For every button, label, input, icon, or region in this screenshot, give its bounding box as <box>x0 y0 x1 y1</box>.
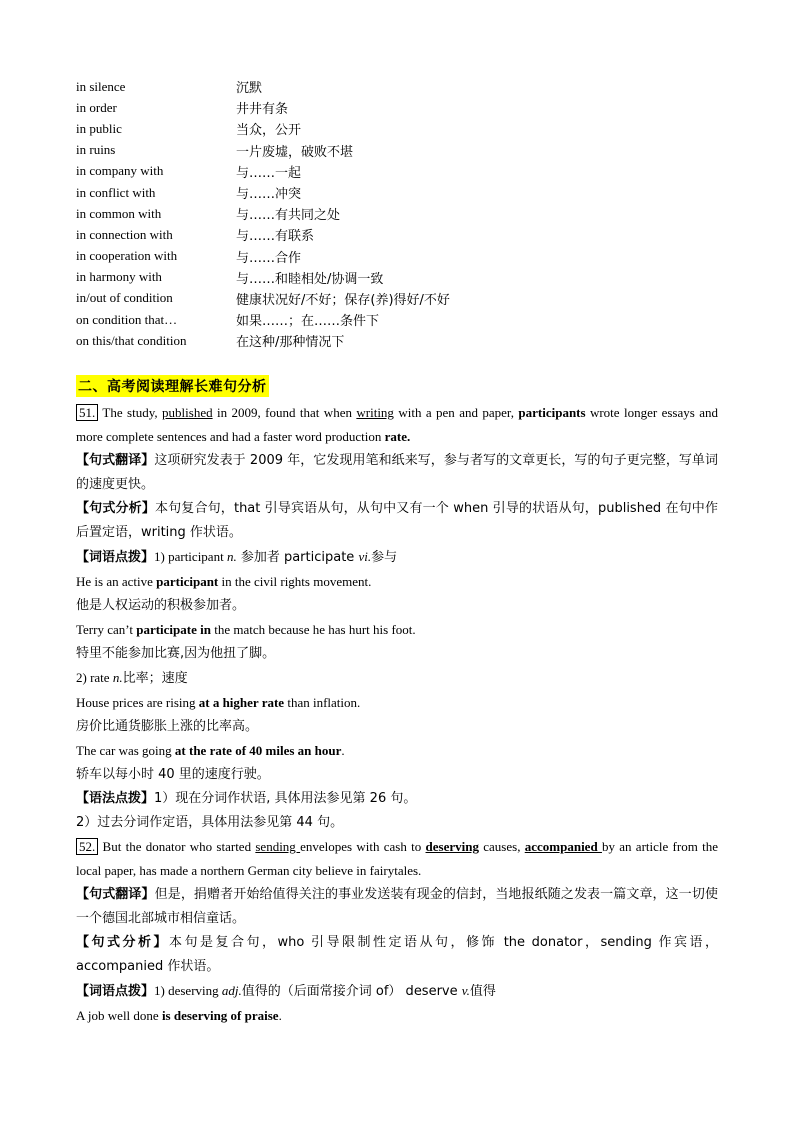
example-52-1 <box>76 1004 718 1028</box>
text: He is an active <box>76 574 157 590</box>
label: 【句式分析】 <box>76 501 155 517</box>
bold-word: participant <box>156 574 219 590</box>
phrase-english: in order <box>76 99 117 115</box>
text: 参加者 participate <box>236 550 359 566</box>
phrase-english: on this/that condition <box>76 332 187 348</box>
document-page <box>76 76 718 1028</box>
translation-text: 这项研究发表于 2009 年，它发现用笔和纸来写，参与者写的文章更长，写的句子更完整，写单词的速度更快。 <box>76 453 718 493</box>
phrase-chinese: 当众，公开 <box>236 123 302 139</box>
text: 比率；速度 <box>122 671 188 687</box>
phrase-english: in conflict with <box>76 184 156 200</box>
phrase-chinese: 与……有联系 <box>236 229 315 245</box>
sentence-number: 51. <box>76 404 98 421</box>
phrase-english: in harmony with <box>76 269 162 285</box>
grammar-51-1 <box>76 787 718 811</box>
phrase-row <box>76 224 718 245</box>
vocab-51-2 <box>76 666 718 691</box>
label: 【句式翻译】 <box>76 887 155 903</box>
phrase-row <box>76 330 718 351</box>
text: 2) rate <box>76 670 113 686</box>
label: 【句式翻译】 <box>76 453 155 469</box>
phrase-chinese: 如果……；在……条件下 <box>236 314 380 330</box>
example-51-2 <box>76 618 718 642</box>
bold-word: is deserving of praise <box>161 1008 279 1024</box>
text: 值得的（后面常接介词 of） deserve <box>241 984 462 1000</box>
text: in 2009, found that when <box>212 405 357 421</box>
grammar-51-2: 2）过去分词作定语，具体用法参见第 44 句。 <box>76 815 344 831</box>
grammar-text: 1）现在分词作状语, 具体用法参见第 26 句。 <box>154 791 417 807</box>
phrase-english: in silence <box>76 78 126 94</box>
phrase-row <box>76 161 718 182</box>
phrase-chinese: 与……冲突 <box>236 187 302 203</box>
phrase-english: in cooperation with <box>76 248 178 264</box>
phrase-english: on condition that… <box>76 311 178 327</box>
phrase-row <box>76 267 718 288</box>
phrase-list <box>76 76 718 351</box>
text: causes, <box>478 839 525 855</box>
example-51-3-zh: 房价比通货膨胀上涨的比率高。 <box>76 719 259 735</box>
text: . <box>278 1008 282 1024</box>
text: 参与 <box>371 550 398 566</box>
phrase-english: in company with <box>76 163 164 179</box>
label: 【语法点拨】 <box>76 791 155 807</box>
label: 【词语点拨】 <box>76 550 155 566</box>
phrase-row <box>76 118 718 139</box>
analysis-text: 本句复合句，that 引导宾语从句，从句中又有一个 when 引导的状语从句，published 在句中作后置定语，writing 作状语。 <box>76 501 718 541</box>
phrase-row <box>76 288 718 309</box>
text: But the donator who started <box>98 839 256 855</box>
phrase-chinese: 与……一起 <box>236 165 302 181</box>
phrase-english: in/out of condition <box>76 290 173 306</box>
text: wrote longer essays and more complete sentences and had a faster word production <box>76 405 718 445</box>
section-heading-wrap <box>76 371 718 401</box>
translation-text: 但是，捐赠者开始给值得关注的事业发送装有现金的信封，当地报纸随之发表一篇文章，这一切使一个德国北部城市相信童话。 <box>76 887 718 927</box>
analysis-51 <box>76 497 718 545</box>
vocab-52-1 <box>76 979 718 1004</box>
phrase-row <box>76 76 718 97</box>
section-heading: 二、高考阅读理解长难句分析 <box>76 375 269 397</box>
example-51-1-zh: 他是人权运动的积极参加者。 <box>76 598 246 614</box>
label: 【词语点拨】 <box>76 984 155 1000</box>
text: 1) deserving <box>154 983 222 999</box>
text: The car was going <box>76 743 175 759</box>
sentence-51 <box>76 401 718 449</box>
label: 【句式分析】 <box>76 935 170 951</box>
phrase-chinese: 一片废墟，破败不堪 <box>236 144 354 160</box>
vocab-51-1 <box>76 545 718 570</box>
text: House prices are rising <box>76 695 199 711</box>
text: in the civil rights movement. <box>218 574 372 590</box>
phrase-english: in public <box>76 120 122 136</box>
example-51-2-zh: 特里不能参加比赛,因为他扭了脚。 <box>76 646 276 662</box>
bold-underlined-word: accompanied <box>524 839 602 855</box>
example-51-1 <box>76 570 718 594</box>
phrase-chinese: 与……合作 <box>236 250 302 266</box>
pos: vi. <box>358 549 372 565</box>
text: than inflation. <box>284 695 361 711</box>
bold-word: rate. <box>384 429 411 445</box>
underlined-word: published <box>162 405 213 421</box>
bold-word: at the rate of 40 miles an hour <box>174 743 342 759</box>
example-51-4 <box>76 739 718 763</box>
bold-underlined-word: deserving <box>425 839 479 855</box>
translation-52 <box>76 883 718 931</box>
phrase-row <box>76 182 718 203</box>
text: The study, <box>98 405 163 421</box>
pos: n. <box>226 549 237 565</box>
text: Terry can’t <box>76 622 137 638</box>
phrase-english: in ruins <box>76 142 116 158</box>
example-51-3 <box>76 691 718 715</box>
example-51-4-zh: 轿车以每小时 40 里的速度行驶。 <box>76 767 270 783</box>
analysis-text: 本句是复合句，who 引导限制性定语从句，修饰 the donator，sending 作宾语，accompanied 作状语。 <box>76 935 718 975</box>
text: the match because he has hurt his foot. <box>210 622 416 638</box>
bold-word: participate in <box>136 622 211 638</box>
translation-51 <box>76 449 718 497</box>
underlined-word: sending <box>255 839 301 855</box>
pos: n. <box>112 670 123 686</box>
text: 值得 <box>469 984 496 1000</box>
underlined-word: writing <box>356 405 394 421</box>
phrase-row <box>76 203 718 224</box>
text: by an article from the local paper, has made a northern German city believe in fairytales. <box>76 839 718 879</box>
phrase-chinese: 井井有条 <box>236 102 289 118</box>
text: envelopes with cash to <box>300 839 426 855</box>
phrase-english: in common with <box>76 205 162 221</box>
text: . <box>341 743 345 759</box>
text: A job well done <box>76 1008 162 1024</box>
phrase-chinese: 在这种/那种情况下 <box>236 335 345 351</box>
pos: adj. <box>221 983 242 999</box>
sentence-52 <box>76 835 718 883</box>
phrase-row <box>76 309 718 330</box>
pos: v. <box>461 983 470 999</box>
text: with a pen and paper, <box>393 405 519 421</box>
analysis-52 <box>76 931 718 979</box>
phrase-chinese: 与……有共同之处 <box>236 208 341 224</box>
phrase-chinese: 沉默 <box>236 81 263 97</box>
phrase-row <box>76 97 718 118</box>
phrase-chinese: 健康状况好/不好；保存(养)得好/不好 <box>236 292 450 308</box>
phrase-row <box>76 246 718 267</box>
phrase-row <box>76 140 718 161</box>
phrase-english: in connection with <box>76 226 173 242</box>
bold-word: at a higher rate <box>198 695 285 711</box>
text: 1) participant <box>154 549 227 565</box>
bold-word: participants <box>518 405 586 421</box>
sentence-number: 52. <box>76 838 98 855</box>
phrase-chinese: 与……和睦相处/协调一致 <box>236 271 384 287</box>
